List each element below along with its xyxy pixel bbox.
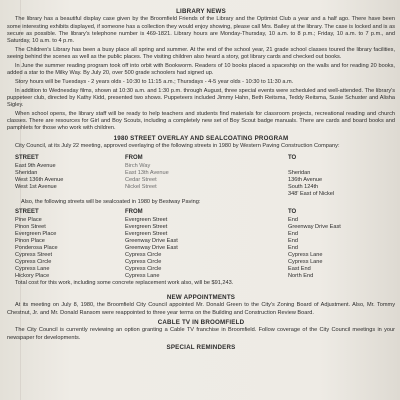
library-paragraph: In addition to Wednesday films, shown at 10:30 a.m. and 1:30 p.m. through August, three special events were scheduled and well-attended. The library's puppeteer club, directed by Kathy Kidd, presented two shows. Puppeteers included Jimmy Hahn, Beth Reitsma, Teddy Reitsma, Susie Schuster and Alisha Sigley. bbox=[7, 87, 395, 109]
street-program-heading: 1980 STREET OVERLAY AND SEALCOATING PROGRAM bbox=[113, 134, 289, 142]
to-column-header: TO bbox=[288, 208, 297, 215]
special-reminders-heading: SPECIAL REMINDERS bbox=[166, 343, 236, 351]
newsletter-content bbox=[7, 6, 395, 352]
overlay-table bbox=[7, 152, 395, 199]
overlay-to: Sheridan bbox=[288, 169, 311, 176]
street-total: Total cost for this work, including some concrete replacement work also, will be $91,243. bbox=[15, 280, 234, 287]
sealcoat-street: Hickory Place bbox=[15, 273, 50, 280]
sealcoat-from: Cypress Circle bbox=[125, 252, 162, 259]
sealcoat-table bbox=[7, 209, 395, 281]
sealcoat-from: Cypress Circle bbox=[125, 259, 162, 266]
sealcoat-from: Cypress Circle bbox=[125, 266, 162, 273]
sealcoat-street: Pinon Place bbox=[15, 237, 45, 244]
street-intro: City Council, at its July 22 meeting, approved overlaying of the following streets in 1980 by Western Paving Construction Company: bbox=[15, 143, 340, 149]
sealcoat-note: Also, the following streets will be sealcoated in 1980 by Bestway Paving: bbox=[21, 199, 201, 206]
sealcoat-street: Pinon Street bbox=[15, 223, 46, 230]
sealcoat-to: Cypress Lane bbox=[288, 252, 323, 259]
sealcoat-to: End bbox=[288, 230, 298, 237]
overlay-from: Birch Way bbox=[125, 162, 151, 169]
library-paragraph: In June the summer reading program took off into orbit with Bookworm. Readers of 10 books placed a spaceship on the walls and for reading 20 books, added a star to the Milky Way. By July 20, over 500 grade schoolers had signed up. bbox=[7, 62, 395, 77]
sealcoat-to: East End bbox=[288, 266, 311, 273]
sealcoat-from: Cypress Lane bbox=[125, 273, 160, 280]
sealcoat-to: End bbox=[288, 237, 298, 244]
overlay-from: Nickel Street bbox=[125, 184, 157, 191]
library-paragraph: The library has a beautiful display case given by the Broomfield Friends of the Library and the Optimist Club a year and a half ago. There have been some interesting exhibits displayed, if someone has a collection they would enjoy showing, please call Mrs. Bailey at the library. The case is locked and is as secure as possible. The library's telephone number is 469-1821. Library hours are Monday-Thursday, 10 a.m. to 8 p.m.; Friday, 10 a.m. to 7 p.m., and Saturday, 10 a.m. to 4 p.m. bbox=[7, 16, 395, 45]
cable-tv-heading: CABLE TV IN BROOMFIELD bbox=[157, 319, 245, 327]
sealcoat-street: Cypress Street bbox=[15, 252, 52, 259]
overlay-from: Cedar Street bbox=[125, 176, 157, 183]
sealcoat-street: Ponderosa Place bbox=[15, 245, 58, 252]
overlay-to bbox=[238, 163, 395, 170]
cable-tv-text: The City Council is currently reviewing an option granting a Cable TV franchise in Broomfield. Follow coverage of the City Council meetings in your newspaper for developments. bbox=[7, 327, 395, 341]
sealcoat-from: Greenway Drive East bbox=[125, 237, 178, 244]
street-column-header: STREET bbox=[15, 154, 39, 161]
overlay-street: East 9th Avenue bbox=[15, 162, 56, 169]
overlay-from: East 13th Avenue bbox=[125, 169, 169, 176]
sealcoat-to: North End bbox=[288, 273, 314, 280]
overlay-to: 348' East of Nickel bbox=[288, 191, 335, 198]
overlay-street: West 136th Avenue bbox=[15, 176, 64, 183]
sealcoat-from: Evergreen Street bbox=[125, 216, 168, 223]
appointments-text: At its meeting on July 8, 1980, the Broomfield City Council appointed Mr. Donald Green to the City's Zoning Board of Adjustment. Also, Mr. Tommy Chestnut, Jr. and Mr. Donald Ransom were reappointed to three year terms on the Building and Construction Review Board. bbox=[7, 302, 395, 316]
overlay-to: 136th Avenue bbox=[288, 176, 323, 183]
sealcoat-street: Pine Place bbox=[15, 216, 42, 223]
sealcoat-from: Greenway Drive East bbox=[125, 245, 178, 252]
from-column-header: FROM bbox=[125, 154, 143, 161]
sealcoat-street: Cypress Circle bbox=[15, 259, 52, 266]
sealcoat-street: Evergreen Place bbox=[15, 230, 57, 237]
sealcoat-from: Evergreen Street bbox=[125, 223, 168, 230]
overlay-from bbox=[125, 191, 238, 198]
sealcoat-to: End bbox=[288, 245, 298, 252]
overlay-to: South 124th bbox=[288, 184, 319, 191]
overlay-street: West 1st Avenue bbox=[15, 184, 57, 191]
appointments-heading: NEW APPOINTMENTS bbox=[166, 294, 236, 302]
overlay-street: Sheridan bbox=[15, 169, 38, 176]
overlay-street bbox=[7, 191, 125, 198]
library-paragraph: Story hours will be Tuesdays - 2 years olds - 10:30 to 11:15 a.m.; Thursdays - 4-5 year olds - 10:30 to 11:30 a.m. bbox=[15, 78, 294, 85]
sealcoat-to: End bbox=[288, 216, 298, 223]
to-column-header: TO bbox=[288, 154, 297, 161]
street-column-header: STREET bbox=[15, 208, 39, 215]
library-paragraph: The Children's Library has been a busy place all spring and summer. At the end of the school year, 21 grade school classes toured the library facilities, seeing behind the scenes as well as the public places. The visiting children also heard a story, got library cards and checked out books. bbox=[7, 46, 395, 61]
sealcoat-to: Greenway Drive East bbox=[288, 223, 341, 230]
sealcoat-from: Evergreen Street bbox=[125, 230, 168, 237]
library-news-heading: LIBRARY NEWS bbox=[176, 8, 226, 15]
sealcoat-street: Cypress Lane bbox=[15, 266, 50, 273]
sealcoat-to: Cypress Lane bbox=[288, 259, 323, 266]
library-paragraph: When school opens, the library staff will be ready to help teachers and students find materials for classroom projects, recreational reading and church classes. There are resources for Girl and Boy Scouts, including a completely new set of Boy Scout badge manuals. There are cards and board books and pamphlets for those who work with children. bbox=[7, 110, 395, 132]
from-column-header: FROM bbox=[125, 208, 143, 215]
